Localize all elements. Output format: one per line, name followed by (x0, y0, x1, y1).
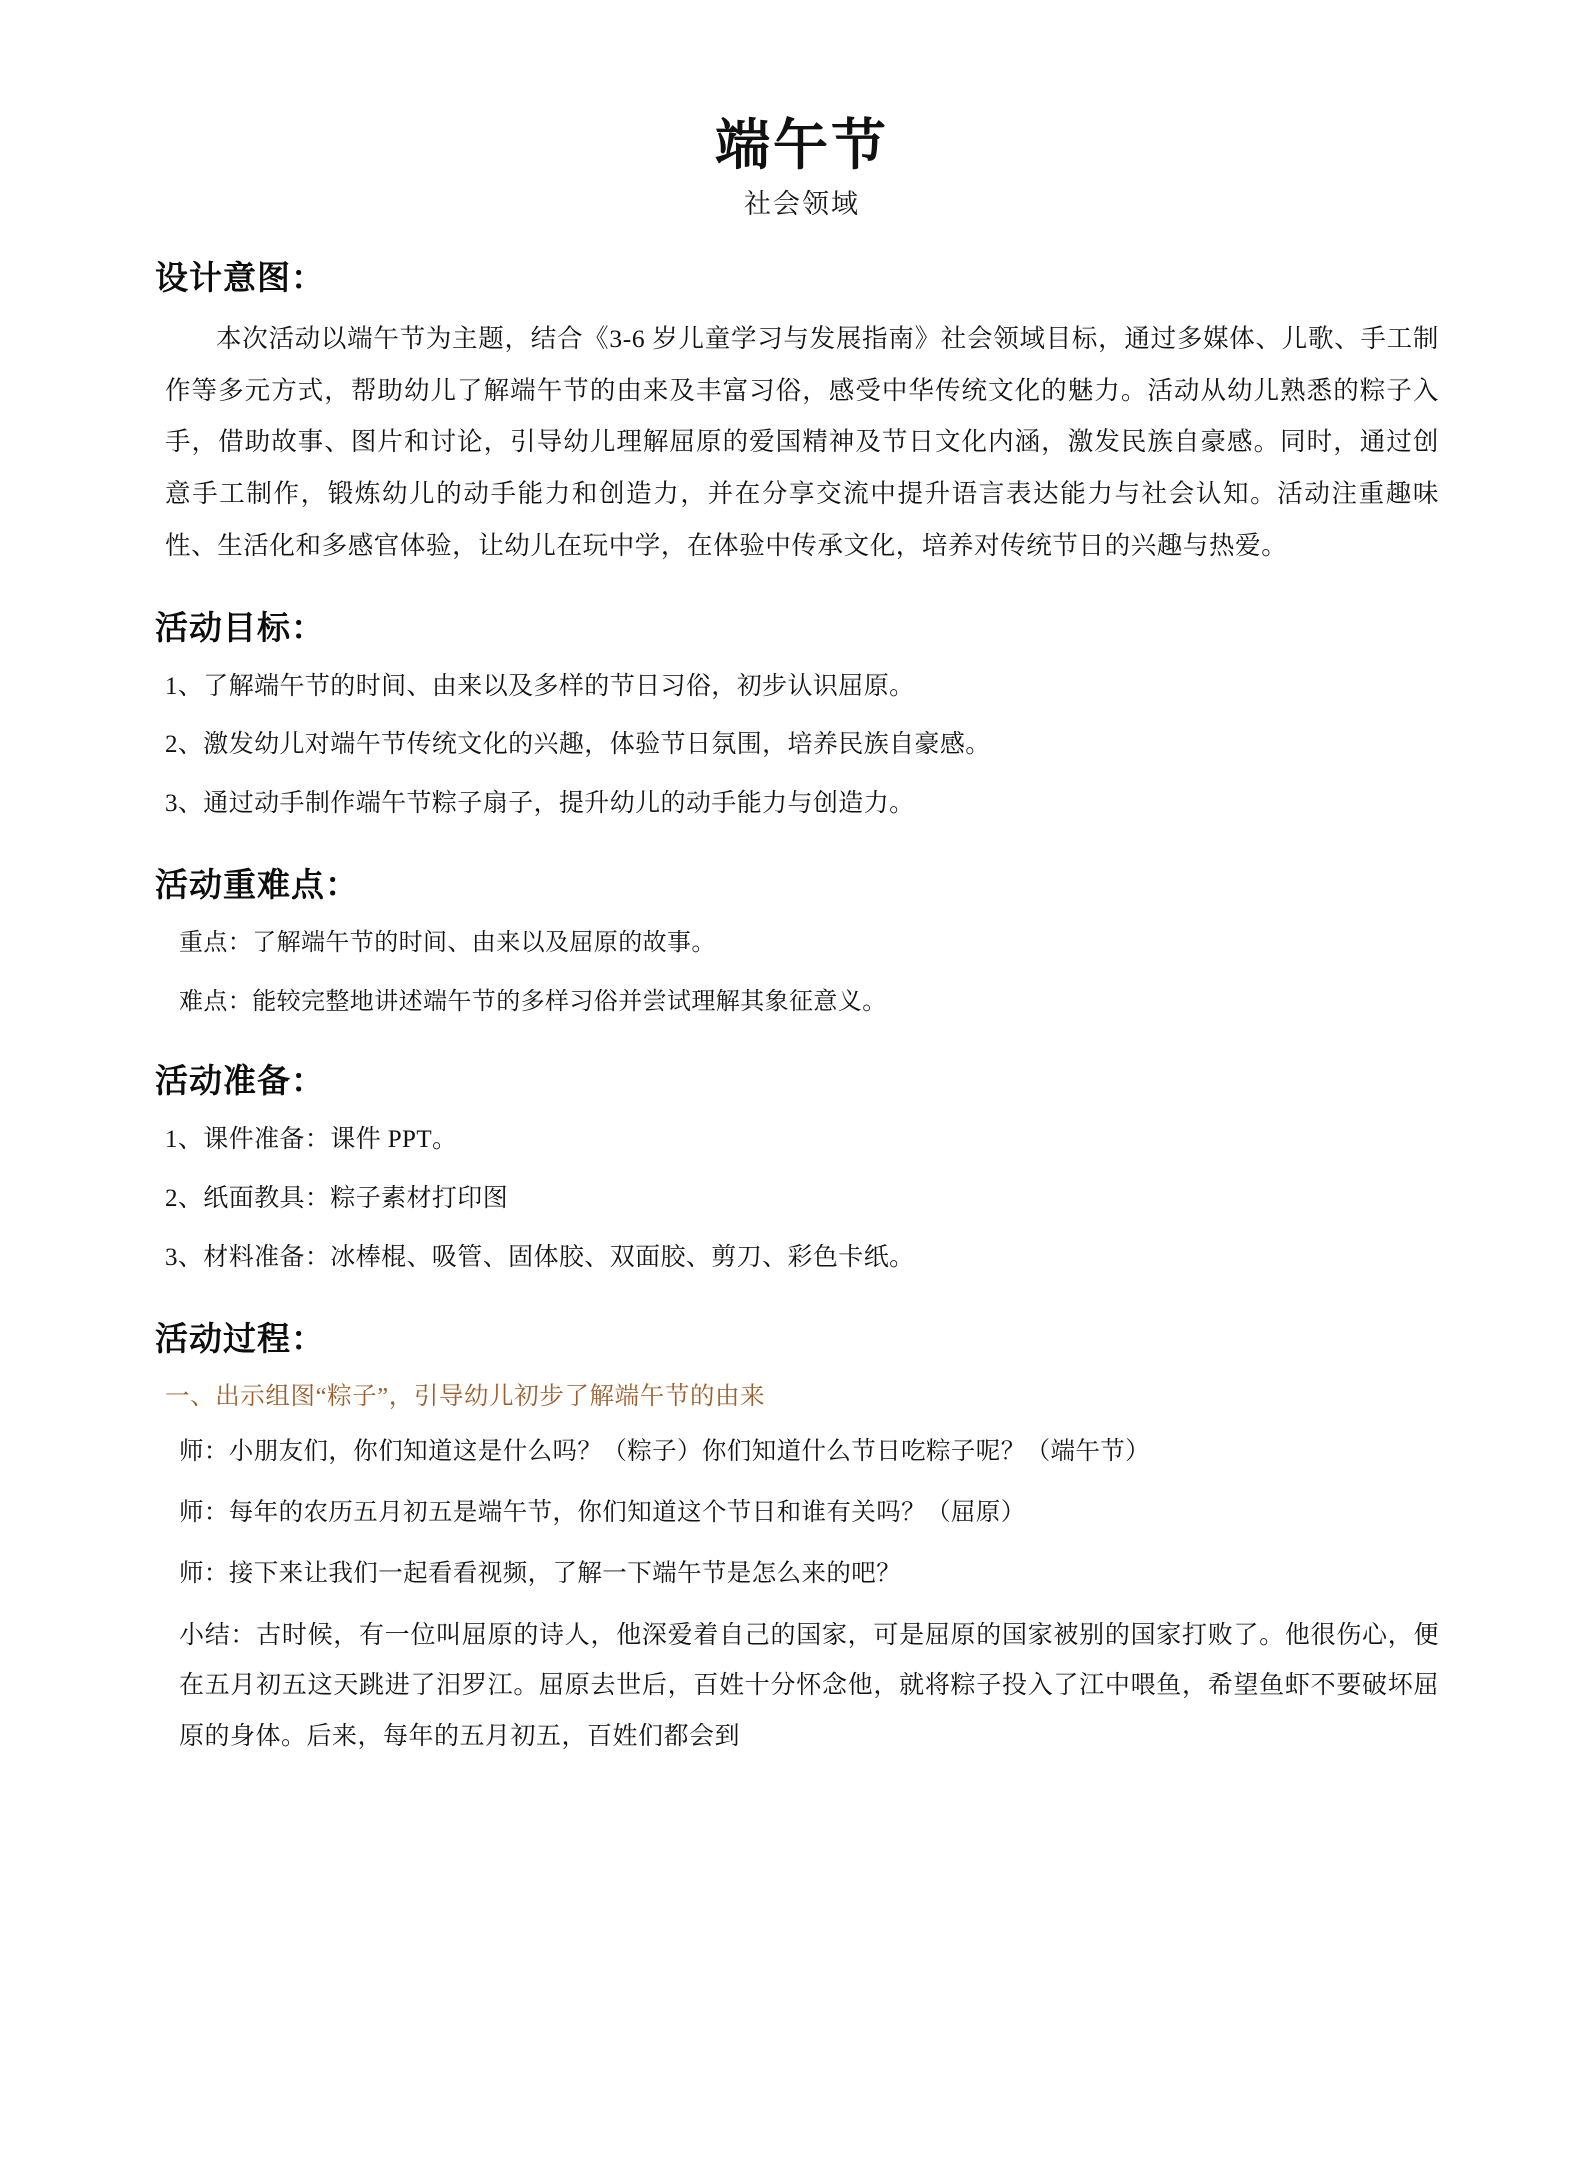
objective-item: 1、了解端午节的时间、由来以及多样的节日习俗，初步认识屈原。 (165, 672, 915, 700)
section-heading-objectives: 活动目标： (155, 610, 325, 647)
page-subtitle: 社会领域 (744, 188, 860, 219)
key-point-item: 难点：能较完整地讲述端午节的多样习俗并尝试理解其象征意义。 (179, 988, 887, 1015)
objective-item: 2、激发幼儿对端午节传统文化的兴趣，体验节日氛围，培养民族自豪感。 (165, 731, 991, 759)
section-heading-design-intent: 设计意图： (155, 260, 325, 297)
section-heading-key-points: 活动重难点： (155, 867, 359, 904)
page-title: 端午节 (714, 115, 889, 176)
key-point-item: 重点：了解端午节的时间、由来以及屈原的故事。 (179, 929, 716, 956)
dialogue-line: 师：每年的农历五月初五是端午节，你们知道这个节日和谁有关吗？（屈原） (179, 1499, 1026, 1526)
section-heading-process: 活动过程： (155, 1321, 325, 1358)
dialogue-line: 师：接下来让我们一起看看视频，了解一下端午节是怎么来的吧？ (179, 1559, 902, 1587)
preparation-item: 3、材料准备：冰棒棍、吸管、固体胶、双面胶、剪刀、彩色卡纸。 (165, 1243, 915, 1271)
objective-item: 3、通过动手制作端午节粽子扇子，提升幼儿的动手能力与创造力。 (165, 790, 915, 818)
design-intent-body: 本次活动以端午节为主题，结合《3-6 岁儿童学习与发展指南》社会领域目标，通过多媒体、儿歌、手工制作等多元方式，帮助幼儿了解端午节的由来及丰富习俗，感受中华传统文化的魅力。活动从幼儿熟悉的粽子入手，借助故事、图片和讨论，引导幼儿理解屈原的爱国精神及节日文化内涵，激发民族自豪感。同时，通过创意手工制作，锻炼幼儿的动手能力和创造力，并在分享交流中提升语言表达能力与社会认知。活动注重趣味性、生活化和多感官体验，让幼儿在玩中学，在体验中传承文化，培养对传统节日的兴趣与热爱。 (165, 323, 1439, 560)
dialogue-line: 师：小朋友们，你们知道这是什么吗？（粽子）你们知道什么节日吃粽子呢？（端午节） (179, 1438, 1151, 1466)
process-step-heading: 一、出示组图“粽子”，引导幼儿初步了解端午节的由来 (165, 1382, 766, 1410)
process-summary: 小结：古时候，有一位叫屈原的诗人，他深爱着自己的国家，可是屈原的国家被别的国家打败了。他很伤心，便在五月初五这天跳进了汨罗江。屈原去世后，百姓十分怀念他，就将粽子投入了江中喂鱼，希望鱼虾不要破坏屈原的身体。后来，每年的五月初五，百姓们都会到 (179, 1621, 1439, 1751)
preparation-item: 1、课件准备：课件 PPT。 (165, 1126, 458, 1154)
section-heading-preparation: 活动准备： (155, 1064, 325, 1101)
preparation-item: 2、纸面教具：粽子素材打印图 (165, 1185, 509, 1213)
